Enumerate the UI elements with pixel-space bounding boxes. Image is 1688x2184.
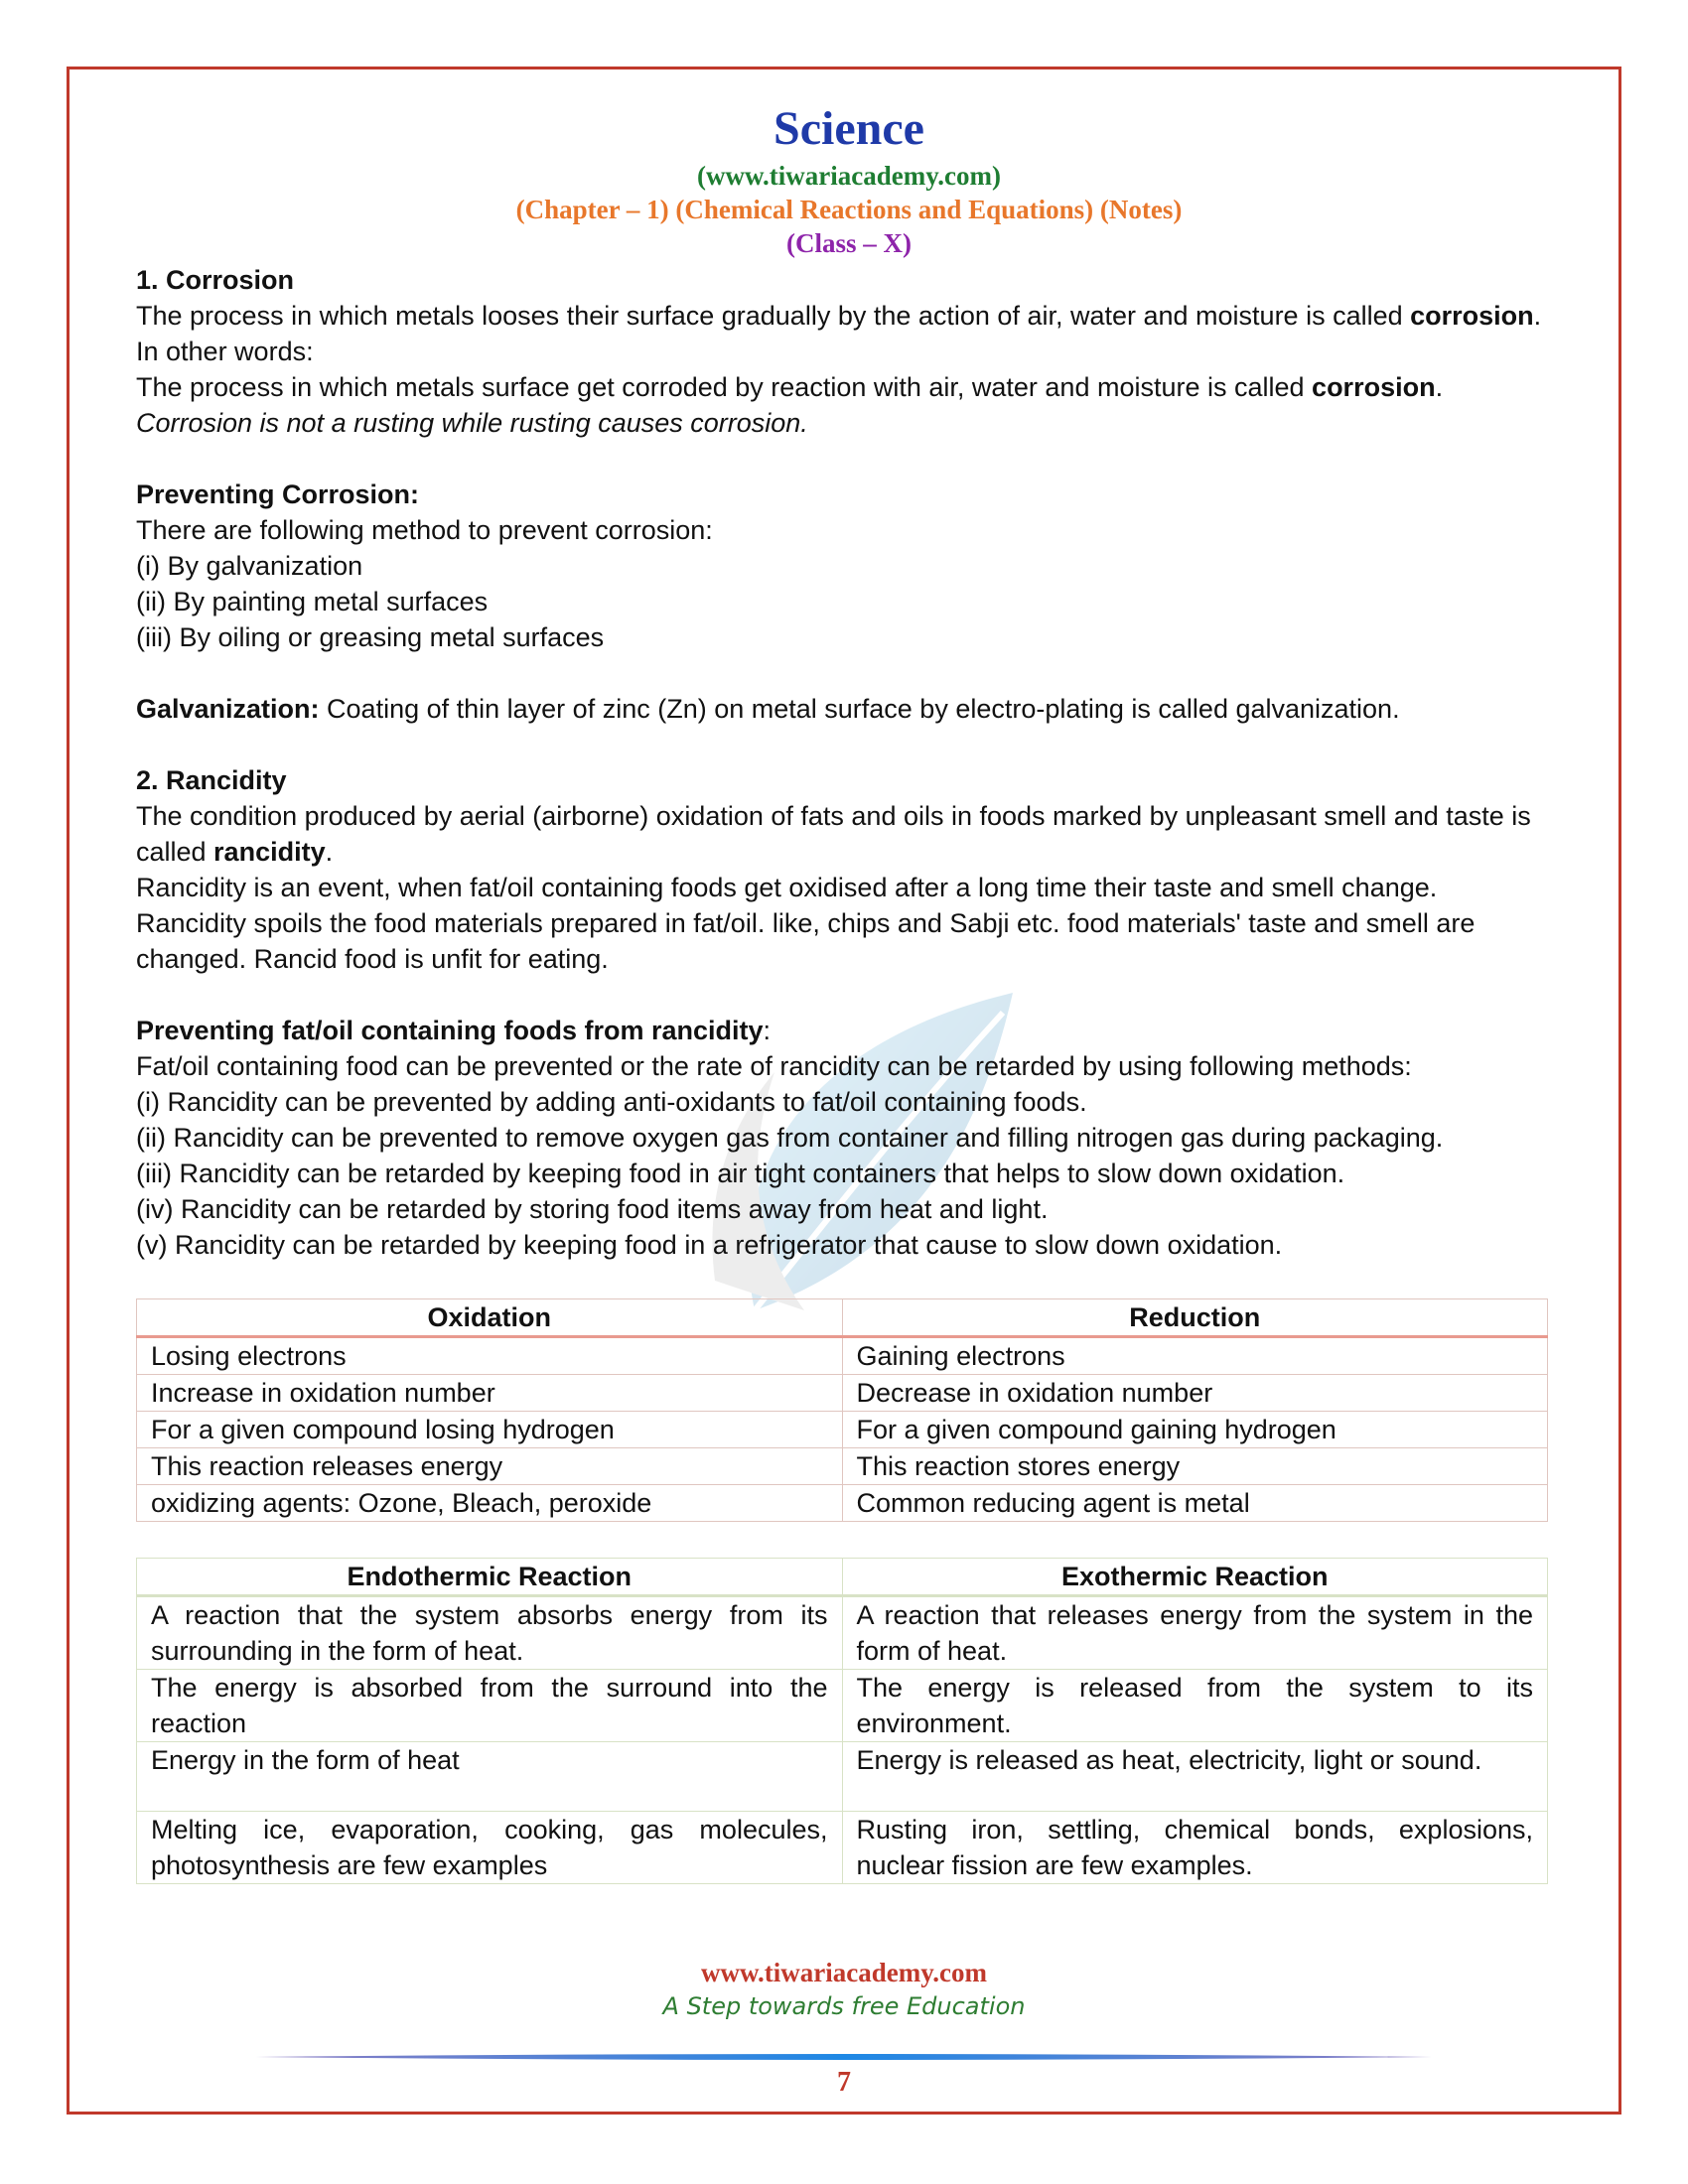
header-class: (Class – X)	[786, 228, 912, 258]
table-row	[137, 1375, 1548, 1412]
preventing-corrosion-intro: There are following method to prevent corrosion:	[136, 515, 713, 545]
rancidity-heading: 2. Rancidity	[136, 765, 287, 795]
corrosion-heading: 1. Corrosion	[136, 265, 295, 295]
column-header: Oxidation	[137, 1299, 843, 1337]
table-cell: Increase in oxidation number	[137, 1375, 843, 1412]
table-cell: Rusting iron, settling, chemical bonds, explosions, nuclear fission are few examples.	[842, 1812, 1548, 1884]
list-item: (ii) Rancidity can be prevented to remove oxygen gas from container and filling nitrogen gas during packaging.	[136, 1123, 1444, 1153]
header-url: (www.tiwariacademy.com)	[697, 161, 1001, 191]
corrosion-definition: The process in which metals looses their surface gradually by the action of air, water and moisture is called corrosion.	[136, 301, 1542, 331]
column-header: Reduction	[842, 1299, 1548, 1337]
header-chapter: (Chapter – 1) (Chemical Reactions and Equations) (Notes)	[515, 195, 1183, 224]
page-content	[136, 99, 1562, 1884]
page-title: Science	[774, 102, 924, 155]
preventing-rancidity-heading: Preventing fat/oil containing foods from rancidity:	[136, 1016, 772, 1045]
table-row	[137, 1812, 1548, 1884]
table-cell: oxidizing agents: Ozone, Bleach, peroxide	[137, 1485, 843, 1522]
list-item: (i) By galvanization	[136, 551, 363, 581]
table-row	[137, 1448, 1548, 1485]
table-cell: Common reducing agent is metal	[842, 1485, 1548, 1522]
footer-tagline: A Step towards free Education	[662, 1992, 1026, 2020]
list-item: (i) Rancidity can be prevented by adding anti-oxidants to fat/oil containing foods.	[136, 1087, 1087, 1117]
table-row	[137, 1412, 1548, 1448]
page-number: 7	[837, 2067, 851, 2098]
footer-divider	[256, 2053, 1432, 2061]
column-header: Endothermic Reaction	[137, 1559, 843, 1596]
table-row	[137, 1596, 1548, 1670]
table-cell: Decrease in oxidation number	[842, 1375, 1548, 1412]
rancidity-event: Rancidity is an event, when fat/oil containing foods get oxidised after a long time their taste and smell change.	[136, 873, 1438, 902]
page-header	[136, 99, 1562, 260]
galvanization-definition: Galvanization: Coating of thin layer of zinc (Zn) on metal surface by electro-plating is called galvanization.	[136, 694, 1400, 724]
table-row	[137, 1485, 1548, 1522]
table-cell: For a given compound gaining hydrogen	[842, 1412, 1548, 1448]
list-item: (iii) By oiling or greasing metal surfaces	[136, 622, 605, 652]
table-cell: The energy is absorbed from the surround into the reaction	[137, 1670, 843, 1742]
column-header: Exothermic Reaction	[842, 1559, 1548, 1596]
table-cell: Energy in the form of heat	[137, 1742, 843, 1812]
list-item: (ii) By painting metal surfaces	[136, 587, 489, 616]
table-cell: Gaining electrons	[842, 1337, 1548, 1375]
corrosion-definition-2: The process in which metals surface get corroded by reaction with air, water and moisture is called corrosion.	[136, 372, 1444, 402]
preventing-rancidity-intro: Fat/oil containing food can be prevented or the rate of rancidity can be retarded by using following methods:	[136, 1051, 1412, 1081]
corrosion-other-words: In other words:	[136, 337, 314, 366]
list-item: (v) Rancidity can be retarded by keeping food in a refrigerator that cause to slow down oxidation.	[136, 1230, 1283, 1260]
table-cell: This reaction releases energy	[137, 1448, 843, 1485]
table-row	[137, 1670, 1548, 1742]
table-header-row	[137, 1559, 1548, 1596]
table-row	[137, 1742, 1548, 1812]
page-footer	[0, 1956, 1688, 2023]
table-cell: Energy is released as heat, electricity, light or sound.	[842, 1742, 1548, 1812]
rancidity-definition: The condition produced by aerial (airborne) oxidation of fats and oils in foods marked by unpleasant smell and taste is called rancidity.	[136, 801, 1531, 867]
table-cell: This reaction stores energy	[842, 1448, 1548, 1485]
preventing-corrosion-heading: Preventing Corrosion:	[136, 479, 420, 509]
table-row	[137, 1337, 1548, 1375]
table-cell: Losing electrons	[137, 1337, 843, 1375]
table-cell: Melting ice, evaporation, cooking, gas molecules, photosynthesis are few examples	[137, 1812, 843, 1884]
footer-url[interactable]: www.tiwariacademy.com	[701, 1958, 987, 1987]
table-cell: For a given compound losing hydrogen	[137, 1412, 843, 1448]
table-cell: A reaction that releases energy from the system in the form of heat.	[842, 1596, 1548, 1670]
rancidity-spoils: Rancidity spoils the food materials prepared in fat/oil. like, chips and Sabji etc. food materials' taste and smell are changed. Rancid food is unfit for eating.	[136, 908, 1476, 974]
corrosion-note: Corrosion is not a rusting while rusting causes corrosion.	[136, 408, 808, 438]
list-item: (iii) Rancidity can be retarded by keeping food in air tight containers that helps to slow down oxidation.	[136, 1159, 1345, 1188]
endothermic-exothermic-table	[136, 1558, 1548, 1884]
table-cell: A reaction that the system absorbs energy from its surrounding in the form of heat.	[137, 1596, 843, 1670]
list-item: (iv) Rancidity can be retarded by storing food items away from heat and light.	[136, 1194, 1049, 1224]
table-cell: The energy is released from the system to its environment.	[842, 1670, 1548, 1742]
table-header-row	[137, 1299, 1548, 1337]
oxidation-reduction-table	[136, 1298, 1548, 1522]
